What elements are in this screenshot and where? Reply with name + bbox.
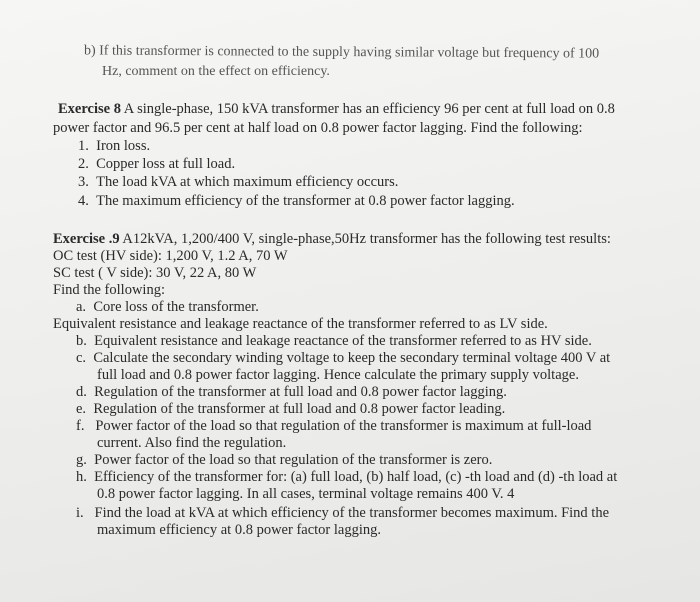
item-text: Iron loss. xyxy=(96,138,151,154)
item-number: 2. xyxy=(78,156,89,172)
exercise-9-item xyxy=(76,384,507,401)
item-letter: f. xyxy=(76,418,85,434)
exercise-9-item xyxy=(76,505,609,522)
item-text: Equivalent resistance and leakage reactance of the transformer referred to as HV side. xyxy=(94,333,592,349)
exercise-9-item xyxy=(76,469,617,486)
item-text: The load kVA at which maximum efficiency occurs. xyxy=(96,174,399,190)
item-continuation: maximum efficiency at 0.8 power factor lagging. xyxy=(97,522,381,538)
exercise-9-intro-text: A12kVA, 1,200/400 V, single-phase,50Hz transformer has the following test results: xyxy=(119,231,611,247)
item-text: Calculate the secondary winding voltage to keep the secondary terminal voltage 400 V at xyxy=(93,350,611,366)
item-letter: b. xyxy=(76,333,87,349)
item-number: 1. xyxy=(78,138,89,154)
part-b-line-2: Hz, comment on the effect on efficiency. xyxy=(102,64,330,79)
item-text: Regulation of the transformer at full load and 0.8 power factor lagging. xyxy=(94,384,507,400)
item-text: Copper loss at full load. xyxy=(96,156,236,172)
item-number: 4. xyxy=(78,193,89,209)
exercise-8-item xyxy=(78,174,398,191)
item-text: Find the load at kVA at which efficiency of the transformer becomes maximum. Find the xyxy=(94,505,610,521)
item-continuation: 0.8 power factor lagging. In all cases, terminal voltage remains 400 V. 4 xyxy=(97,486,515,502)
item-continuation: current. Also find the regulation. xyxy=(97,435,287,451)
item-text: Regulation of the transformer at full load and 0.8 power factor leading. xyxy=(93,401,506,417)
item-letter: a. xyxy=(76,299,87,315)
item-text: Core loss of the transformer. xyxy=(93,299,259,315)
item-letter: i. xyxy=(76,505,84,521)
item-text: Efficiency of the transformer for: (a) full load, (b) half load, (c) -th load and (d) -th load at xyxy=(94,469,618,485)
item-text: Power factor of the load so that regulation of the transformer is maximum at full-load xyxy=(95,418,592,434)
exercise-9-item xyxy=(76,418,591,435)
part-b-line-1: b) If this transformer is connected to the supply having similar voltage but frequency of 100 xyxy=(83,43,600,62)
exercise-8-title: Exercise 8 xyxy=(58,101,121,117)
item-number: 3. xyxy=(78,174,89,190)
exercise-9-intro-line-1 xyxy=(53,231,611,248)
exercise-8-item xyxy=(78,156,235,173)
exercise-8-intro-line-2: power factor and 96.5 per cent at half load on 0.8 power factor lagging. Find the following: xyxy=(53,120,583,136)
exercise-9-item xyxy=(76,401,505,418)
exercise-8-item xyxy=(78,193,515,210)
sc-test-line: SC test ( V side): 30 V, 22 A, 80 W xyxy=(53,265,257,281)
oc-test-line: OC test (HV side): 1,200 V, 1.2 A, 70 W xyxy=(53,248,288,264)
exercise-8-intro-text: A single-phase, 150 kVA transformer has an efficiency 96 per cent at full load on 0.8 xyxy=(120,101,615,117)
exercise-9-item xyxy=(76,452,492,469)
item-letter: e. xyxy=(76,401,87,417)
item-text: Power factor of the load so that regulation of the transformer is zero. xyxy=(94,452,493,468)
find-following: Find the following: xyxy=(53,282,165,298)
item-letter: h. xyxy=(76,469,87,485)
exercise-8-item xyxy=(78,138,150,155)
exercise-8-intro-line-1 xyxy=(58,101,615,118)
item-continuation: full load and 0.8 power factor lagging. Hence calculate the primary supply voltage. xyxy=(97,367,579,383)
exercise-9-item-a xyxy=(76,299,259,316)
exercise-9-title: Exercise .9 xyxy=(53,231,120,247)
exercise-9-item xyxy=(76,350,610,367)
item-text: The maximum efficiency of the transformer at 0.8 power factor lagging. xyxy=(96,193,515,209)
item-letter: d. xyxy=(76,384,87,400)
item-letter: c. xyxy=(76,350,87,366)
item-letter: g. xyxy=(76,452,87,468)
exercise-9-item xyxy=(76,333,592,350)
equivalent-lv-line: Equivalent resistance and leakage reactance of the transformer referred to as LV side. xyxy=(53,316,548,332)
